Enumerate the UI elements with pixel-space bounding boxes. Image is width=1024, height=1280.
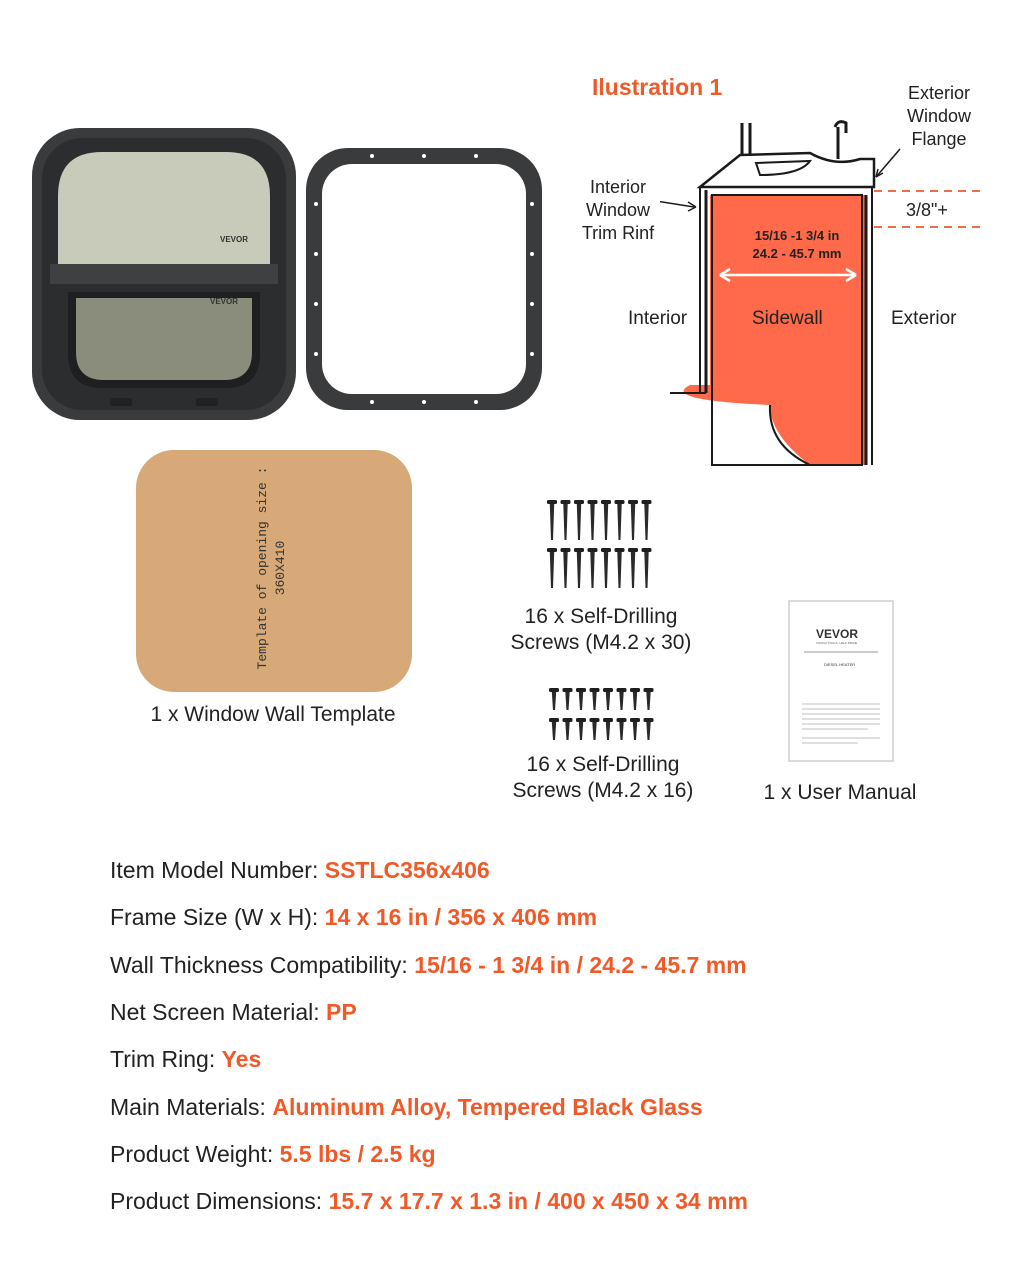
manual-brand: VEVOR	[816, 627, 859, 641]
glass-brand-label: VEVOR	[220, 235, 249, 244]
screw-icon	[615, 548, 625, 588]
spec-row	[110, 1141, 436, 1168]
screw-icon	[590, 718, 600, 740]
sidewall-label: Sidewall	[752, 308, 823, 329]
screw-icon	[576, 718, 586, 740]
screw-icon	[588, 548, 598, 588]
wall-template-image	[134, 448, 414, 694]
screws16-caption: 16 x Self-Drilling Screws (M4.2 x 16)	[512, 753, 694, 802]
screw-icon	[547, 500, 557, 540]
spec-row	[110, 952, 747, 979]
manual-caption: 1 x User Manual	[763, 781, 917, 804]
screw-icon	[630, 718, 640, 740]
spec-label: Frame Size (W x H):	[110, 904, 325, 930]
screw-icon	[549, 688, 559, 710]
user-manual-image	[788, 600, 894, 762]
spec-label: Wall Thickness Compatibility:	[110, 952, 415, 978]
spec-row	[110, 999, 357, 1026]
spec-value: 5.5 lbs / 2.5 kg	[279, 1141, 436, 1167]
screw-icon	[547, 548, 557, 588]
screen-brand-label: VEVOR	[210, 297, 239, 306]
trim-ring-image	[302, 144, 546, 414]
manual-heading: DIESEL HEATER	[824, 662, 856, 667]
screw-icon	[603, 718, 613, 740]
exterior-flange-label: Exterior Window Flange	[906, 83, 972, 149]
spec-row	[110, 1046, 261, 1073]
flange-measure: 3/8"+	[906, 200, 948, 220]
screw-icon	[630, 688, 640, 710]
spec-row	[110, 904, 597, 931]
spec-value: 15.7 x 17.7 x 1.3 in / 400 x 450 x 34 mm	[328, 1188, 749, 1214]
spec-label: Main Materials:	[110, 1094, 273, 1120]
spec-label: Trim Ring:	[110, 1046, 222, 1072]
screw-icon	[644, 718, 654, 740]
interior-trim-label: Interior Window Trim Rinf	[581, 177, 655, 243]
spec-label: Product Weight:	[110, 1141, 280, 1167]
spec-label: Net Screen Material:	[110, 999, 327, 1025]
screw-icon	[574, 500, 584, 540]
long-screws-image	[544, 496, 660, 594]
illustration-title: Ilustration 1	[592, 74, 723, 100]
spec-value: Yes	[221, 1046, 262, 1072]
screw-icon	[563, 688, 573, 710]
sidewall-diagram	[660, 115, 1020, 475]
screw-icon	[644, 688, 654, 710]
screw-icon	[549, 718, 559, 740]
spec-row	[110, 1188, 748, 1215]
screw-icon	[561, 500, 571, 540]
short-screws-image	[546, 684, 658, 744]
screw-icon	[617, 688, 627, 710]
spec-row	[110, 1094, 703, 1121]
exterior-label: Exterior	[891, 308, 957, 329]
screws30-caption: 16 x Self-Drilling Screws (M4.2 x 30)	[510, 605, 692, 654]
spec-label: Product Dimensions:	[110, 1188, 329, 1214]
spec-value: 15/16 - 1 3/4 in / 24.2 - 45.7 mm	[414, 952, 747, 978]
template-text-line2: 360X410	[273, 540, 288, 596]
screw-icon	[588, 500, 598, 540]
spec-value: Aluminum Alloy, Tempered Black Glass	[272, 1094, 703, 1120]
spec-value: PP	[326, 999, 357, 1025]
window-frame-image	[30, 126, 298, 422]
screw-icon	[574, 548, 584, 588]
screw-icon	[642, 548, 652, 588]
interior-label: Interior	[628, 308, 688, 329]
screw-icon	[590, 688, 600, 710]
spec-value: 14 x 16 in / 356 x 406 mm	[324, 904, 598, 930]
screw-icon	[601, 548, 611, 588]
spec-label: Item Model Number:	[110, 857, 325, 883]
screw-icon	[563, 718, 573, 740]
template-caption: 1 x Window Wall Template	[150, 703, 396, 726]
template-text-line1: Template of opening size :	[255, 466, 270, 670]
screw-icon	[642, 500, 652, 540]
screw-icon	[628, 500, 638, 540]
thickness-in: 15/16 -1 3/4 in	[754, 228, 840, 243]
screw-icon	[561, 548, 571, 588]
thickness-mm: 24.2 - 45.7 mm	[752, 246, 842, 261]
screw-icon	[576, 688, 586, 710]
screw-icon	[603, 688, 613, 710]
spec-row	[110, 857, 490, 884]
screw-icon	[615, 500, 625, 540]
screw-icon	[628, 548, 638, 588]
manual-tagline: TOUGH TOOLS, HALF PRICE	[816, 641, 858, 645]
spec-value: SSTLC356x406	[324, 857, 490, 883]
screw-icon	[601, 500, 611, 540]
screw-icon	[617, 718, 627, 740]
